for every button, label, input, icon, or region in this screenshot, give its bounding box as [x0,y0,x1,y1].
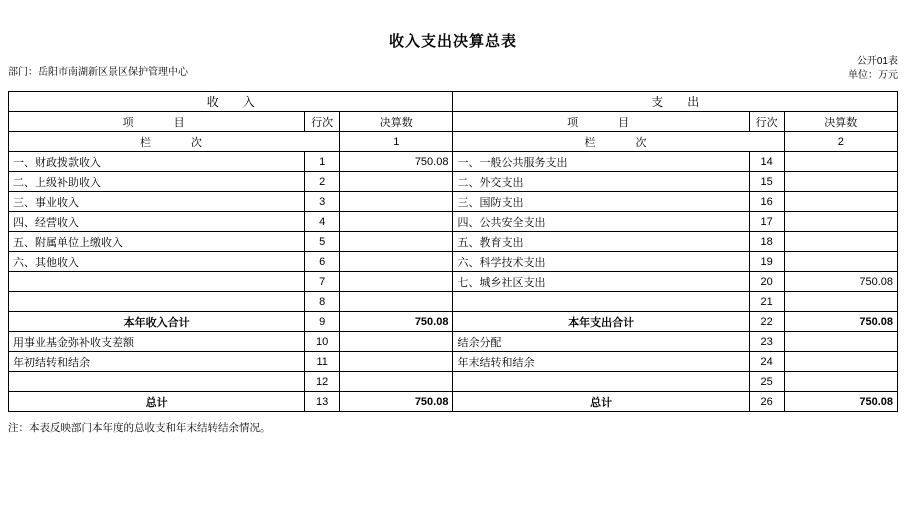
expense-item-cell: 年末结转和结余 [453,352,749,372]
expense-item-cell: 五、教育支出 [453,232,749,252]
table-row [9,332,898,352]
table-row [9,232,898,252]
expense-line-cell: 21 [749,292,784,312]
expense-line-cell: 24 [749,352,784,372]
expense-amount-cell [784,192,897,212]
expense-item-cell: 一、一般公共服务支出 [453,152,749,172]
expense-amount-cell [784,172,897,192]
expense-amount-cell [784,152,897,172]
expense-item-cell: 二、外交支出 [453,172,749,192]
expense-line-cell: 26 [749,392,784,412]
income-item-cell: 一、财政拨款收入 [9,152,305,172]
income-amount-cell: 750.08 [340,392,453,412]
income-item-cell: 五、附属单位上缴收入 [9,232,305,252]
table-row [9,392,898,412]
expense-line-cell: 25 [749,372,784,392]
expense-item-cell: 七、城乡社区支出 [453,272,749,292]
expense-item-cell: 六、科学技术支出 [453,252,749,272]
document-page [0,30,906,526]
header-expense-line: 行次 [749,112,784,132]
income-line-cell: 2 [305,172,340,192]
income-item-cell: 六、其他收入 [9,252,305,272]
income-item-cell: 总计 [9,392,305,412]
expense-amount-cell [784,212,897,232]
budget-table [8,91,898,412]
expense-amount-cell [784,332,897,352]
income-line-cell: 4 [305,212,340,232]
expense-line-cell: 18 [749,232,784,252]
income-column-number: 1 [340,132,453,152]
form-code-box [848,55,898,83]
expense-item-cell: 四、公共安全支出 [453,212,749,232]
income-item-cell [9,272,305,292]
income-item-cell [9,292,305,312]
expense-item-cell: 三、国防支出 [453,192,749,212]
header-income-item: 项 目 [9,112,305,132]
income-line-cell: 13 [305,392,340,412]
page-title: 收入支出决算总表 [388,33,517,50]
income-amount-cell [340,192,453,212]
income-item-cell: 三、事业收入 [9,192,305,212]
expense-amount-cell [784,292,897,312]
table-header-row [9,112,898,132]
expense-line-cell: 20 [749,272,784,292]
expense-line-cell: 15 [749,172,784,192]
income-column-label: 栏 次 [9,132,340,152]
expense-amount-cell [784,232,897,252]
income-line-cell: 5 [305,232,340,252]
expense-item-cell: 总计 [453,392,749,412]
income-amount-cell [340,292,453,312]
income-amount-cell [340,272,453,292]
header-income-amount: 决算数 [340,112,453,132]
income-line-cell: 8 [305,292,340,312]
table-note: 注：本表反映部门本年度的总收支和年末结转结余情况。 [8,422,271,434]
table-row [9,352,898,372]
income-line-cell: 12 [305,372,340,392]
income-item-cell: 年初结转和结余 [9,352,305,372]
income-amount-cell [340,212,453,232]
header-expense-group: 支 出 [453,92,898,112]
table-row [9,312,898,332]
expense-amount-cell [784,372,897,392]
income-amount-cell [340,172,453,192]
table-row [9,252,898,272]
income-line-cell: 11 [305,352,340,372]
income-amount-cell [340,372,453,392]
expense-line-cell: 19 [749,252,784,272]
income-amount-cell [340,232,453,252]
expense-amount-cell: 750.08 [784,392,897,412]
expense-line-cell: 17 [749,212,784,232]
table-header-group-row [9,92,898,112]
table-row [9,272,898,292]
income-amount-cell [340,332,453,352]
unit-label: 单位：万元 [848,70,898,81]
income-amount-cell: 750.08 [340,152,453,172]
income-line-cell: 3 [305,192,340,212]
header-expense-item: 项 目 [453,112,749,132]
income-line-cell: 10 [305,332,340,352]
income-amount-cell [340,352,453,372]
income-line-cell: 7 [305,272,340,292]
expense-line-cell: 14 [749,152,784,172]
income-item-cell [9,372,305,392]
expense-item-cell [453,372,749,392]
header-expense-amount: 决算数 [784,112,897,132]
expense-amount-cell [784,352,897,372]
expense-amount-cell: 750.08 [784,272,897,292]
income-line-cell: 9 [305,312,340,332]
income-item-cell: 二、上级补助收入 [9,172,305,192]
expense-item-cell: 结余分配 [453,332,749,352]
expense-column-number: 2 [784,132,897,152]
meta-row [0,56,906,91]
income-item-cell: 四、经营收入 [9,212,305,232]
expense-column-label: 栏 次 [453,132,784,152]
form-code: 公开01表 [856,56,898,67]
income-item-cell: 用事业基金弥补收支差额 [9,332,305,352]
header-income-group: 收 入 [9,92,453,112]
table-row [9,212,898,232]
expense-item-cell [453,292,749,312]
expense-amount-cell: 750.08 [784,312,897,332]
table-row [9,372,898,392]
income-amount-cell: 750.08 [340,312,453,332]
expense-item-cell: 本年支出合计 [453,312,749,332]
table-column-index-row [9,132,898,152]
header-income-line: 行次 [305,112,340,132]
income-line-cell: 6 [305,252,340,272]
table-row [9,292,898,312]
income-amount-cell [340,252,453,272]
department-label: 部门：岳阳市南湖新区景区保护管理中心 [8,67,188,78]
table-row [9,152,898,172]
expense-line-cell: 23 [749,332,784,352]
expense-line-cell: 16 [749,192,784,212]
income-line-cell: 1 [305,152,340,172]
expense-line-cell: 22 [749,312,784,332]
table-row [9,172,898,192]
table-row [9,192,898,212]
expense-amount-cell [784,252,897,272]
income-item-cell: 本年收入合计 [9,312,305,332]
